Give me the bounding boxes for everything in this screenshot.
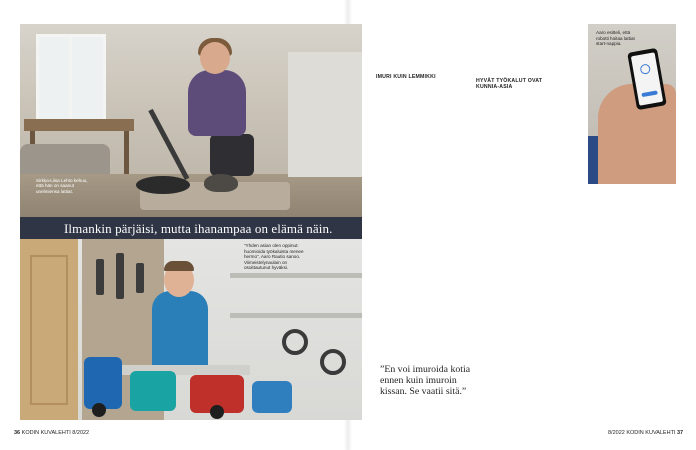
- vacuum-blue-small: [252, 381, 292, 413]
- photo-man-with-vacuums: [20, 239, 362, 420]
- cat-illustration: [204, 174, 238, 192]
- magazine-name-left: KODIN KUVALEHTI: [21, 430, 71, 436]
- hanging-tool: [96, 259, 104, 295]
- man-body: [152, 291, 208, 371]
- photo-phone-app: [588, 24, 676, 184]
- magazine-name-right: KODIN KUVALEHTI: [626, 430, 676, 436]
- page-number-left: 36: [14, 430, 21, 436]
- hanging-tool: [116, 253, 124, 299]
- shelf: [230, 273, 362, 278]
- headline-banner: [20, 217, 362, 239]
- app-circle-icon: [639, 63, 651, 75]
- table-illustration: [24, 119, 134, 131]
- cabinet-illustration: [288, 52, 362, 177]
- person-head: [200, 42, 230, 74]
- issue-right: 8/2022: [608, 430, 625, 436]
- section-heading-1: IMURI KUIN LEMMIKKI: [376, 74, 436, 80]
- vacuum-handle: [148, 109, 189, 180]
- person-body: [188, 70, 246, 136]
- vacuum-wheel: [210, 405, 224, 419]
- text-column-2: [476, 74, 564, 92]
- caption-bottom-photo: ”Yhden asian olen oppinut: huomioida työkaluista menee hermo”, Aaro Rautio sanoo. Viimeistelynaulain on osoittautunut hyväksi.: [244, 243, 304, 271]
- headline: Ilmankin pärjäisi, mutta ihanampaa on elämä näin.: [64, 221, 333, 236]
- door-illustration: [20, 239, 78, 420]
- phone-screen: [631, 52, 663, 105]
- person-legs: [210, 134, 254, 176]
- folio-left: [14, 430, 89, 436]
- page-number-right: 37: [677, 430, 684, 436]
- section-heading-2: HYVÄT TYÖKALUT OVAT KUNNIA-ASIA: [476, 78, 543, 90]
- pull-quote: ”En voi imuroida kotia ennen kuin imuroin kissan. Se vaatii sitä.”: [380, 364, 471, 397]
- vacuum-teal: [130, 371, 176, 411]
- robot-vacuum: [136, 176, 190, 194]
- man-hair: [164, 261, 194, 271]
- vacuum-wheel: [92, 403, 106, 417]
- text-column-1: [376, 74, 464, 82]
- caption-right-photo: Aaro esitteli, että robotti hoitaa lattiat start-nappia.: [596, 30, 635, 47]
- window-illustration: [36, 34, 106, 129]
- vacuum-blue: [84, 357, 122, 409]
- folio-right: [608, 430, 683, 436]
- issue-left: 8/2022: [72, 430, 90, 436]
- hanging-tool: [136, 263, 144, 293]
- hose-coil: [282, 329, 308, 355]
- shelf: [230, 313, 362, 318]
- app-start-button: [641, 90, 657, 97]
- hose-coil: [320, 349, 346, 375]
- caption-top-photo: Sirkka-Liisa Lehto kehuu, että hän on saanut unelmiensa lattiat.: [36, 178, 88, 194]
